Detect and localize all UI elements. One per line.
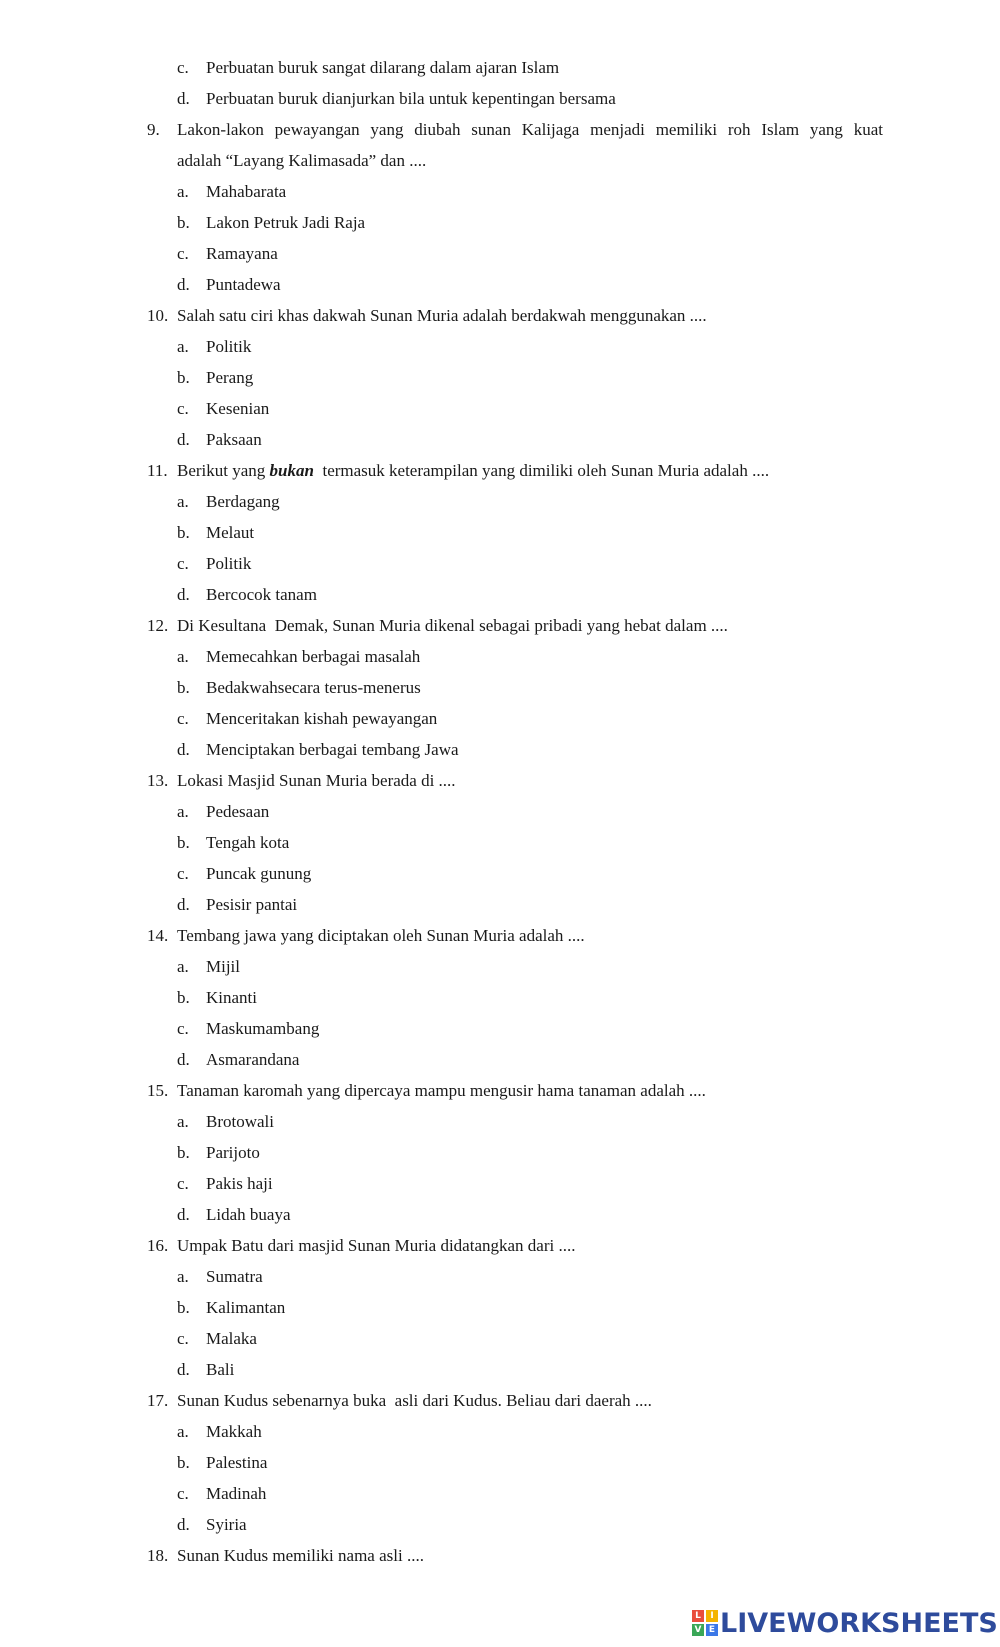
option-letter: a. (177, 492, 189, 511)
option-letter: b. (177, 833, 190, 852)
option-letter: a. (177, 1422, 189, 1441)
option-letter: c. (177, 709, 189, 728)
question-number: 14. (147, 926, 169, 945)
option-letter: b. (177, 988, 190, 1007)
question-text: Di Kesultana Demak, Sunan Muria dikenal sebagai pribadi yang hebat dalam .... (177, 616, 728, 635)
option-text: Mijil (206, 957, 241, 976)
logo-text: LIVEWORKSHEETS (720, 1607, 998, 1639)
option-text: Memecahkan berbagai masalah (206, 647, 421, 666)
option-text: Lidah buaya (206, 1205, 291, 1224)
logo-mark-cell: V (692, 1624, 704, 1636)
question-number: 13. (147, 771, 169, 790)
option-text: Melaut (206, 523, 255, 542)
option-letter: d. (177, 895, 190, 914)
option-text: Kalimantan (206, 1298, 286, 1317)
option-text: Menciptakan berbagai tembang Jawa (206, 740, 459, 759)
option-letter: d. (177, 740, 190, 759)
option-text: Bedakwahsecara terus-menerus (206, 678, 421, 697)
option-text: Tengah kota (206, 833, 290, 852)
question-number: 18. (147, 1546, 169, 1565)
question-text: Sunan Kudus sebenarnya buka asli dari Kudus. Beliau dari daerah .... (177, 1391, 652, 1410)
option-text: Kesenian (206, 399, 270, 418)
option-letter: c. (177, 864, 189, 883)
option-text: Makkah (206, 1422, 262, 1441)
option-letter: b. (177, 1298, 190, 1317)
logo-mark-cell: E (706, 1624, 718, 1636)
question-number: 12. (147, 616, 169, 635)
option-text: Lakon Petruk Jadi Raja (206, 213, 366, 232)
option-text: Malaka (206, 1329, 257, 1348)
option-letter: d. (177, 1360, 190, 1379)
option-letter: a. (177, 1267, 189, 1286)
option-letter: d. (177, 89, 190, 108)
option-letter: a. (177, 182, 189, 201)
question-number: 10. (147, 306, 169, 325)
option-text: Puntadewa (206, 275, 281, 294)
option-letter: c. (177, 399, 189, 418)
option-letter: d. (177, 1515, 190, 1534)
option-letter: c. (177, 244, 189, 263)
question-text-before: Berikut yang (177, 461, 270, 480)
option-text: Bercocok tanam (206, 585, 317, 604)
option-text: Politik (206, 337, 252, 356)
option-letter: c. (177, 554, 189, 573)
logo-mark-cell: I (706, 1610, 718, 1622)
option-text: Syiria (206, 1515, 247, 1534)
option-text: Perbuatan buruk sangat dilarang dalam ajaran Islam (206, 58, 560, 77)
option-text: Sumatra (206, 1267, 263, 1286)
question-text: Salah satu ciri khas dakwah Sunan Muria adalah berdakwah menggunakan .... (177, 306, 707, 325)
liveworksheets-logo-icon (692, 1610, 718, 1636)
question-text-after: termasuk keterampilan yang dimiliki oleh Sunan Muria adalah .... (313, 461, 770, 480)
option-text: Brotowali (206, 1112, 274, 1131)
question-number: 17. (147, 1391, 169, 1410)
option-letter: a. (177, 647, 189, 666)
option-letter: c. (177, 1174, 189, 1193)
question-text: Tanaman karomah yang dipercaya mampu mengusir hama tanaman adalah .... (177, 1081, 706, 1100)
option-letter: c. (177, 1329, 189, 1348)
option-letter: d. (177, 1205, 190, 1224)
option-letter: b. (177, 1143, 190, 1162)
option-letter: c. (177, 58, 189, 77)
option-letter: d. (177, 275, 190, 294)
option-letter: b. (177, 213, 190, 232)
question-text: adalah “Layang Kalimasada” dan .... (177, 151, 427, 170)
option-text: Ramayana (206, 244, 278, 263)
option-text: Paksaan (206, 430, 262, 449)
logo-mark-cell: L (692, 1610, 704, 1622)
option-text: Berdagang (206, 492, 280, 511)
option-text: Perang (206, 368, 254, 387)
option-letter: a. (177, 957, 189, 976)
option-text: Maskumambang (206, 1019, 320, 1038)
option-letter: d. (177, 585, 190, 604)
option-text: Pedesaan (206, 802, 270, 821)
option-letter: c. (177, 1484, 189, 1503)
option-letter: a. (177, 337, 189, 356)
question-number: 11. (147, 461, 168, 480)
question-text: Sunan Kudus memiliki nama asli .... (177, 1546, 424, 1565)
option-text: Politik (206, 554, 252, 573)
option-text: Pakis haji (206, 1174, 273, 1193)
option-text: Pesisir pantai (206, 895, 298, 914)
option-text: Puncak gunung (206, 864, 312, 883)
option-text: Parijoto (206, 1143, 260, 1162)
question-text: Tembang jawa yang diciptakan oleh Sunan Muria adalah .... (177, 926, 585, 945)
option-text: Perbuatan buruk dianjurkan bila untuk kepentingan bersama (206, 89, 616, 108)
question-text: Umpak Batu dari masjid Sunan Muria didatangkan dari .... (177, 1236, 576, 1255)
option-letter: b. (177, 678, 190, 697)
question-number: 15. (147, 1081, 169, 1100)
option-letter: b. (177, 368, 190, 387)
option-text: Palestina (206, 1453, 268, 1472)
question-text (177, 461, 769, 481)
question-number: 16. (147, 1236, 169, 1255)
option-text: Kinanti (206, 988, 257, 1007)
option-letter: d. (177, 430, 190, 449)
option-letter: c. (177, 1019, 189, 1038)
question-emphasis: bukan (269, 461, 314, 480)
option-text: Madinah (206, 1484, 267, 1503)
option-text: Mahabarata (206, 182, 287, 201)
question-number: 9. (147, 120, 160, 139)
option-letter: a. (177, 1112, 189, 1131)
question-text: Lakon-lakon pewayangan yang diubah sunan Kalijaga menjadi memiliki roh Islam yang kuat (177, 120, 883, 139)
option-text: Asmarandana (206, 1050, 300, 1069)
option-text: Bali (206, 1360, 235, 1379)
liveworksheets-logo (692, 1608, 998, 1638)
option-letter: b. (177, 1453, 190, 1472)
option-letter: b. (177, 523, 190, 542)
question-text: Lokasi Masjid Sunan Muria berada di .... (177, 771, 456, 790)
option-letter: d. (177, 1050, 190, 1069)
option-letter: a. (177, 802, 189, 821)
option-text: Menceritakan kishah pewayangan (206, 709, 438, 728)
